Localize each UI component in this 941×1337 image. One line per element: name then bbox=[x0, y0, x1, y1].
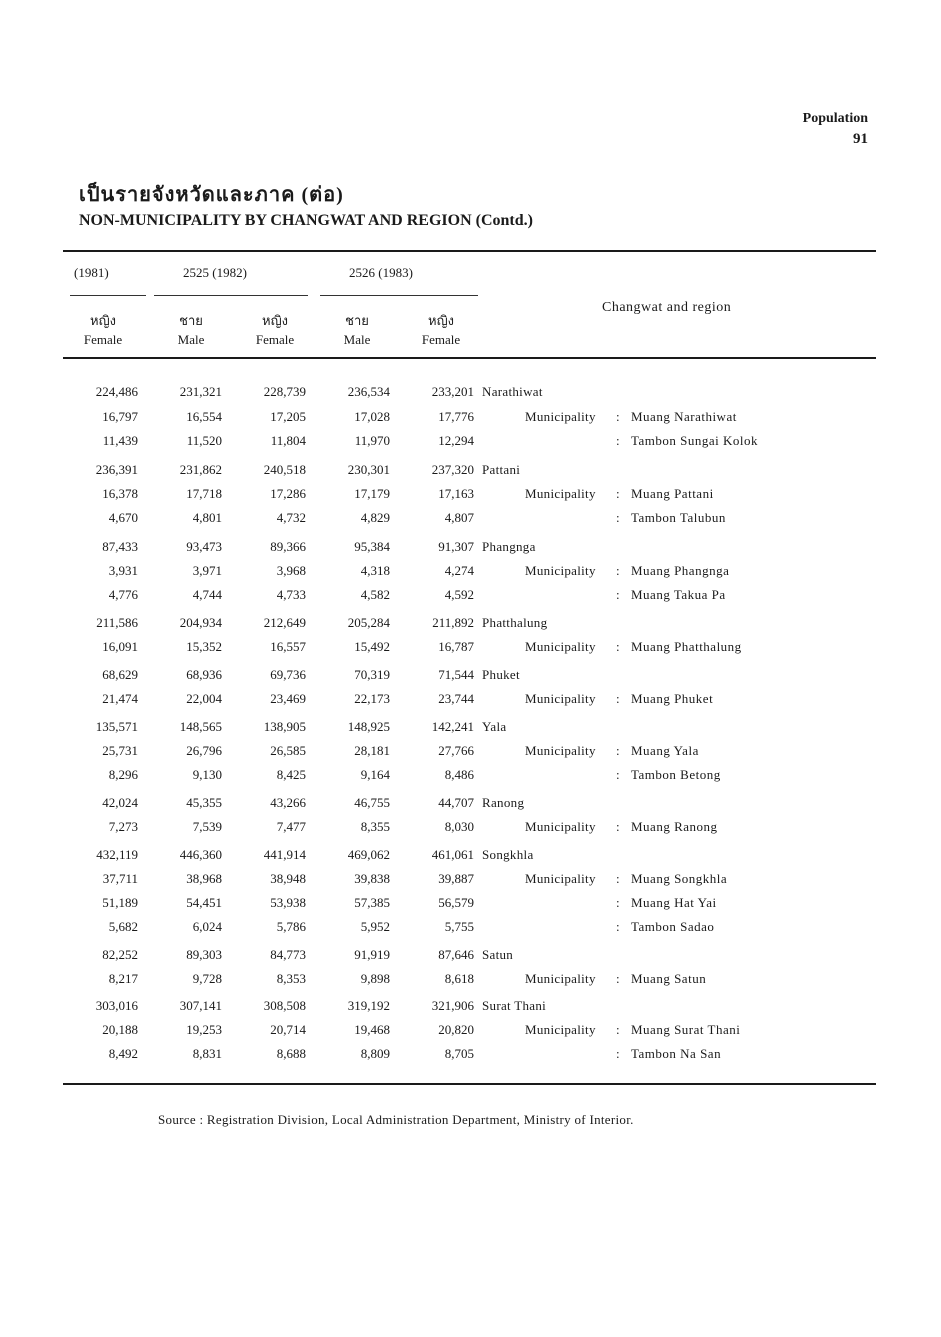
table-cell: 142,241 bbox=[431, 719, 474, 734]
changwat-name: Phatthalung bbox=[482, 615, 548, 630]
table-cell: 307,141 bbox=[179, 998, 222, 1013]
table-bottom-rule bbox=[63, 1083, 876, 1085]
table-cell: 4,582 bbox=[360, 587, 390, 602]
changwat-name: Satun bbox=[482, 947, 514, 962]
table-cell: 95,384 bbox=[354, 539, 390, 554]
colon-separator: : bbox=[616, 563, 620, 578]
column-header-thai: ชาย bbox=[345, 313, 369, 328]
table-cell: 148,565 bbox=[179, 719, 222, 734]
page-number: 91 bbox=[853, 131, 868, 147]
table-cell: 57,385 bbox=[354, 895, 390, 910]
table-cell: 15,492 bbox=[354, 639, 390, 654]
table-cell: 432,119 bbox=[96, 847, 138, 862]
table-cell: 39,838 bbox=[354, 871, 390, 886]
colon-separator: : bbox=[616, 409, 620, 424]
table-cell: 8,425 bbox=[276, 767, 306, 782]
table-cell: 9,728 bbox=[192, 971, 222, 986]
changwat-name: Songkhla bbox=[482, 847, 534, 862]
table-cell: 16,787 bbox=[438, 639, 474, 654]
changwat-name: Surat Thani bbox=[482, 998, 547, 1013]
table-cell: 20,714 bbox=[270, 1022, 306, 1037]
table-cell: 16,557 bbox=[270, 639, 306, 654]
table-cell: 469,062 bbox=[347, 847, 390, 862]
table-cell: 321,906 bbox=[431, 998, 474, 1013]
table-cell: 70,319 bbox=[354, 667, 390, 682]
place-name: Muang Phatthalung bbox=[631, 639, 742, 654]
table-cell: 4,807 bbox=[444, 510, 474, 525]
table-cell: 6,024 bbox=[192, 919, 222, 934]
table-cell: 42,024 bbox=[102, 795, 138, 810]
table-cell: 212,649 bbox=[263, 615, 306, 630]
table-cell: 17,179 bbox=[354, 486, 390, 501]
table-cell: 84,773 bbox=[270, 947, 306, 962]
table-cell: 211,892 bbox=[432, 615, 474, 630]
place-name: Muang Surat Thani bbox=[631, 1022, 741, 1037]
table-cell: 9,164 bbox=[360, 767, 390, 782]
colon-separator: : bbox=[616, 486, 620, 501]
place-name: Muang Hat Yai bbox=[631, 895, 717, 910]
column-header bbox=[406, 311, 476, 349]
municipality-label: Municipality bbox=[525, 486, 596, 501]
table-cell: 20,820 bbox=[438, 1022, 474, 1037]
changwat-name: Phangnga bbox=[482, 539, 536, 554]
table-cell: 16,378 bbox=[102, 486, 138, 501]
year-underline bbox=[154, 295, 308, 296]
changwat-name: Pattani bbox=[482, 462, 521, 477]
table-cell: 11,439 bbox=[102, 433, 138, 448]
year-header-1981: (1981) bbox=[74, 265, 109, 280]
column-header-thai: หญิง bbox=[90, 313, 116, 328]
table-cell: 11,970 bbox=[354, 433, 390, 448]
place-name: Tambon Sadao bbox=[631, 919, 715, 934]
table-cell: 8,030 bbox=[444, 819, 474, 834]
table-cell: 4,801 bbox=[192, 510, 222, 525]
column-header-english: Female bbox=[421, 332, 461, 347]
table-cell: 4,592 bbox=[444, 587, 474, 602]
column-header bbox=[156, 311, 226, 349]
colon-separator: : bbox=[616, 767, 620, 782]
column-header-english: Female bbox=[83, 332, 123, 347]
place-name: Muang Satun bbox=[631, 971, 707, 986]
municipality-label: Municipality bbox=[525, 409, 596, 424]
table-cell: 3,931 bbox=[108, 563, 138, 578]
column-header-thai: หญิง bbox=[262, 313, 288, 328]
table-cell: 19,468 bbox=[354, 1022, 390, 1037]
place-name: Muang Songkhla bbox=[631, 871, 728, 886]
municipality-label: Municipality bbox=[525, 819, 596, 834]
table-cell: 8,355 bbox=[360, 819, 390, 834]
table-cell: 461,061 bbox=[431, 847, 474, 862]
table-cell: 8,831 bbox=[192, 1046, 222, 1061]
place-name: Tambon Betong bbox=[631, 767, 721, 782]
table-cell: 236,534 bbox=[347, 384, 390, 399]
column-header-thai: หญิง bbox=[428, 313, 454, 328]
table-cell: 5,952 bbox=[360, 919, 390, 934]
column-header-thai: ชาย bbox=[179, 313, 203, 328]
municipality-label: Municipality bbox=[525, 639, 596, 654]
table-cell: 43,266 bbox=[270, 795, 306, 810]
table-cell: 71,544 bbox=[438, 667, 474, 682]
table-cell: 4,829 bbox=[360, 510, 390, 525]
table-cell: 204,934 bbox=[179, 615, 222, 630]
table-cell: 138,905 bbox=[263, 719, 306, 734]
table-cell: 240,518 bbox=[263, 462, 306, 477]
table-cell: 4,670 bbox=[108, 510, 138, 525]
table-cell: 19,253 bbox=[186, 1022, 222, 1037]
table-cell: 53,938 bbox=[270, 895, 306, 910]
table-cell: 38,968 bbox=[186, 871, 222, 886]
colon-separator: : bbox=[616, 510, 620, 525]
table-cell: 7,477 bbox=[276, 819, 306, 834]
table-cell: 8,705 bbox=[444, 1046, 474, 1061]
table-cell: 8,296 bbox=[108, 767, 138, 782]
table-top-rule bbox=[63, 250, 876, 252]
table-cell: 12,294 bbox=[438, 433, 474, 448]
place-name: Muang Narathiwat bbox=[631, 409, 737, 424]
table-cell: 231,321 bbox=[179, 384, 222, 399]
table-cell: 319,192 bbox=[347, 998, 390, 1013]
table-cell: 45,355 bbox=[186, 795, 222, 810]
municipality-label: Municipality bbox=[525, 1022, 596, 1037]
table-cell: 56,579 bbox=[438, 895, 474, 910]
table-cell: 5,755 bbox=[444, 919, 474, 934]
table-cell: 22,004 bbox=[186, 691, 222, 706]
table-cell: 4,776 bbox=[108, 587, 138, 602]
table-cell: 17,205 bbox=[270, 409, 306, 424]
table-cell: 231,862 bbox=[179, 462, 222, 477]
column-header bbox=[240, 311, 310, 349]
table-cell: 148,925 bbox=[347, 719, 390, 734]
table-cell: 237,320 bbox=[431, 462, 474, 477]
table-cell: 3,968 bbox=[276, 563, 306, 578]
colon-separator: : bbox=[616, 895, 620, 910]
table-cell: 228,739 bbox=[263, 384, 306, 399]
table-cell: 135,571 bbox=[95, 719, 138, 734]
place-name: Muang Phangnga bbox=[631, 563, 730, 578]
table-cell: 93,473 bbox=[186, 539, 222, 554]
table-cell: 4,733 bbox=[276, 587, 306, 602]
year-header-1982: 2525 (1982) bbox=[183, 265, 247, 280]
table-cell: 87,646 bbox=[438, 947, 474, 962]
municipality-label: Municipality bbox=[525, 691, 596, 706]
table-cell: 69,736 bbox=[270, 667, 306, 682]
colon-separator: : bbox=[616, 819, 620, 834]
table-cell: 51,189 bbox=[102, 895, 138, 910]
place-name: Muang Phuket bbox=[631, 691, 714, 706]
table-cell: 4,732 bbox=[276, 510, 306, 525]
column-header-english: Male bbox=[343, 332, 371, 347]
colon-separator: : bbox=[616, 1046, 620, 1061]
year-underline bbox=[70, 295, 146, 296]
table-cell: 8,492 bbox=[108, 1046, 138, 1061]
table-cell: 446,360 bbox=[179, 847, 222, 862]
table-cell: 68,629 bbox=[102, 667, 138, 682]
table-cell: 89,366 bbox=[270, 539, 306, 554]
table-cell: 87,433 bbox=[102, 539, 138, 554]
place-name: Muang Yala bbox=[631, 743, 699, 758]
table-cell: 37,711 bbox=[102, 871, 138, 886]
column-header bbox=[322, 311, 392, 349]
table-cell: 20,188 bbox=[102, 1022, 138, 1037]
place-name: Muang Takua Pa bbox=[631, 587, 726, 602]
table-cell: 303,016 bbox=[95, 998, 138, 1013]
table-cell: 26,796 bbox=[186, 743, 222, 758]
changwat-name: Narathiwat bbox=[482, 384, 543, 399]
table-cell: 82,252 bbox=[102, 947, 138, 962]
colon-separator: : bbox=[616, 971, 620, 986]
title-thai: เป็นรายจังหวัดและภาค (ต่อ) bbox=[79, 184, 344, 206]
table-cell: 16,091 bbox=[102, 639, 138, 654]
colon-separator: : bbox=[616, 691, 620, 706]
table-cell: 5,682 bbox=[108, 919, 138, 934]
table-cell: 441,914 bbox=[263, 847, 306, 862]
table-cell: 8,353 bbox=[276, 971, 306, 986]
table-cell: 91,307 bbox=[438, 539, 474, 554]
table-cell: 89,303 bbox=[186, 947, 222, 962]
table-cell: 26,585 bbox=[270, 743, 306, 758]
column-header-english: Female bbox=[255, 332, 295, 347]
year-header-1983: 2526 (1983) bbox=[349, 265, 413, 280]
table-cell: 17,286 bbox=[270, 486, 306, 501]
table-cell: 8,809 bbox=[360, 1046, 390, 1061]
table-cell: 28,181 bbox=[354, 743, 390, 758]
table-cell: 224,486 bbox=[95, 384, 138, 399]
table-cell: 9,898 bbox=[360, 971, 390, 986]
table-cell: 4,274 bbox=[444, 563, 474, 578]
table-cell: 39,887 bbox=[438, 871, 474, 886]
table-cell: 21,474 bbox=[102, 691, 138, 706]
table-cell: 230,301 bbox=[347, 462, 390, 477]
table-cell: 11,520 bbox=[186, 433, 222, 448]
title-english: NON-MUNICIPALITY BY CHANGWAT AND REGION (Contd.) bbox=[79, 212, 533, 229]
table-header-rule bbox=[63, 357, 876, 359]
table-cell: 8,618 bbox=[444, 971, 474, 986]
table-cell: 233,201 bbox=[431, 384, 474, 399]
column-header-english: Male bbox=[177, 332, 205, 347]
table-cell: 54,451 bbox=[186, 895, 222, 910]
table-cell: 205,284 bbox=[347, 615, 390, 630]
table-cell: 11,804 bbox=[270, 433, 306, 448]
table-cell: 16,797 bbox=[102, 409, 138, 424]
table-cell: 7,273 bbox=[108, 819, 138, 834]
table-cell: 17,718 bbox=[186, 486, 222, 501]
colon-separator: : bbox=[616, 587, 620, 602]
table-cell: 3,971 bbox=[192, 563, 222, 578]
changwat-name: Yala bbox=[482, 719, 507, 734]
changwat-region-header: Changwat and region bbox=[602, 300, 732, 315]
table-cell: 38,948 bbox=[270, 871, 306, 886]
table-cell: 236,391 bbox=[95, 462, 138, 477]
municipality-label: Municipality bbox=[525, 871, 596, 886]
table-cell: 23,744 bbox=[438, 691, 474, 706]
table-cell: 8,486 bbox=[444, 767, 474, 782]
place-name: Muang Pattani bbox=[631, 486, 714, 501]
table-cell: 8,688 bbox=[276, 1046, 306, 1061]
table-cell: 7,539 bbox=[192, 819, 222, 834]
column-header bbox=[68, 311, 138, 349]
colon-separator: : bbox=[616, 871, 620, 886]
changwat-name: Phuket bbox=[482, 667, 520, 682]
table-cell: 17,163 bbox=[438, 486, 474, 501]
table-cell: 5,786 bbox=[276, 919, 306, 934]
place-name: Tambon Na San bbox=[631, 1046, 722, 1061]
place-name: Muang Ranong bbox=[631, 819, 718, 834]
colon-separator: : bbox=[616, 1022, 620, 1037]
table-cell: 211,586 bbox=[96, 615, 138, 630]
table-cell: 23,469 bbox=[270, 691, 306, 706]
colon-separator: : bbox=[616, 433, 620, 448]
source-note: Source : Registration Division, Local Administration Department, Ministry of Interior. bbox=[158, 1112, 634, 1127]
table-cell: 17,028 bbox=[354, 409, 390, 424]
table-cell: 8,217 bbox=[108, 971, 138, 986]
colon-separator: : bbox=[616, 639, 620, 654]
section-label: Population bbox=[802, 111, 868, 126]
place-name: Tambon Sungai Kolok bbox=[631, 433, 759, 448]
colon-separator: : bbox=[616, 743, 620, 758]
municipality-label: Municipality bbox=[525, 563, 596, 578]
table-cell: 4,744 bbox=[192, 587, 222, 602]
table-cell: 9,130 bbox=[192, 767, 222, 782]
table-cell: 22,173 bbox=[354, 691, 390, 706]
changwat-name: Ranong bbox=[482, 795, 525, 810]
table-cell: 4,318 bbox=[360, 563, 390, 578]
table-cell: 46,755 bbox=[354, 795, 390, 810]
municipality-label: Municipality bbox=[525, 971, 596, 986]
table-cell: 27,766 bbox=[438, 743, 474, 758]
place-name: Tambon Talubun bbox=[631, 510, 726, 525]
table-cell: 44,707 bbox=[438, 795, 474, 810]
table-cell: 308,508 bbox=[263, 998, 306, 1013]
table-cell: 25,731 bbox=[102, 743, 138, 758]
year-underline bbox=[320, 295, 478, 296]
table-cell: 15,352 bbox=[186, 639, 222, 654]
municipality-label: Municipality bbox=[525, 743, 596, 758]
colon-separator: : bbox=[616, 919, 620, 934]
table-cell: 17,776 bbox=[438, 409, 474, 424]
table-cell: 68,936 bbox=[186, 667, 222, 682]
table-cell: 16,554 bbox=[186, 409, 222, 424]
table-cell: 91,919 bbox=[354, 947, 390, 962]
